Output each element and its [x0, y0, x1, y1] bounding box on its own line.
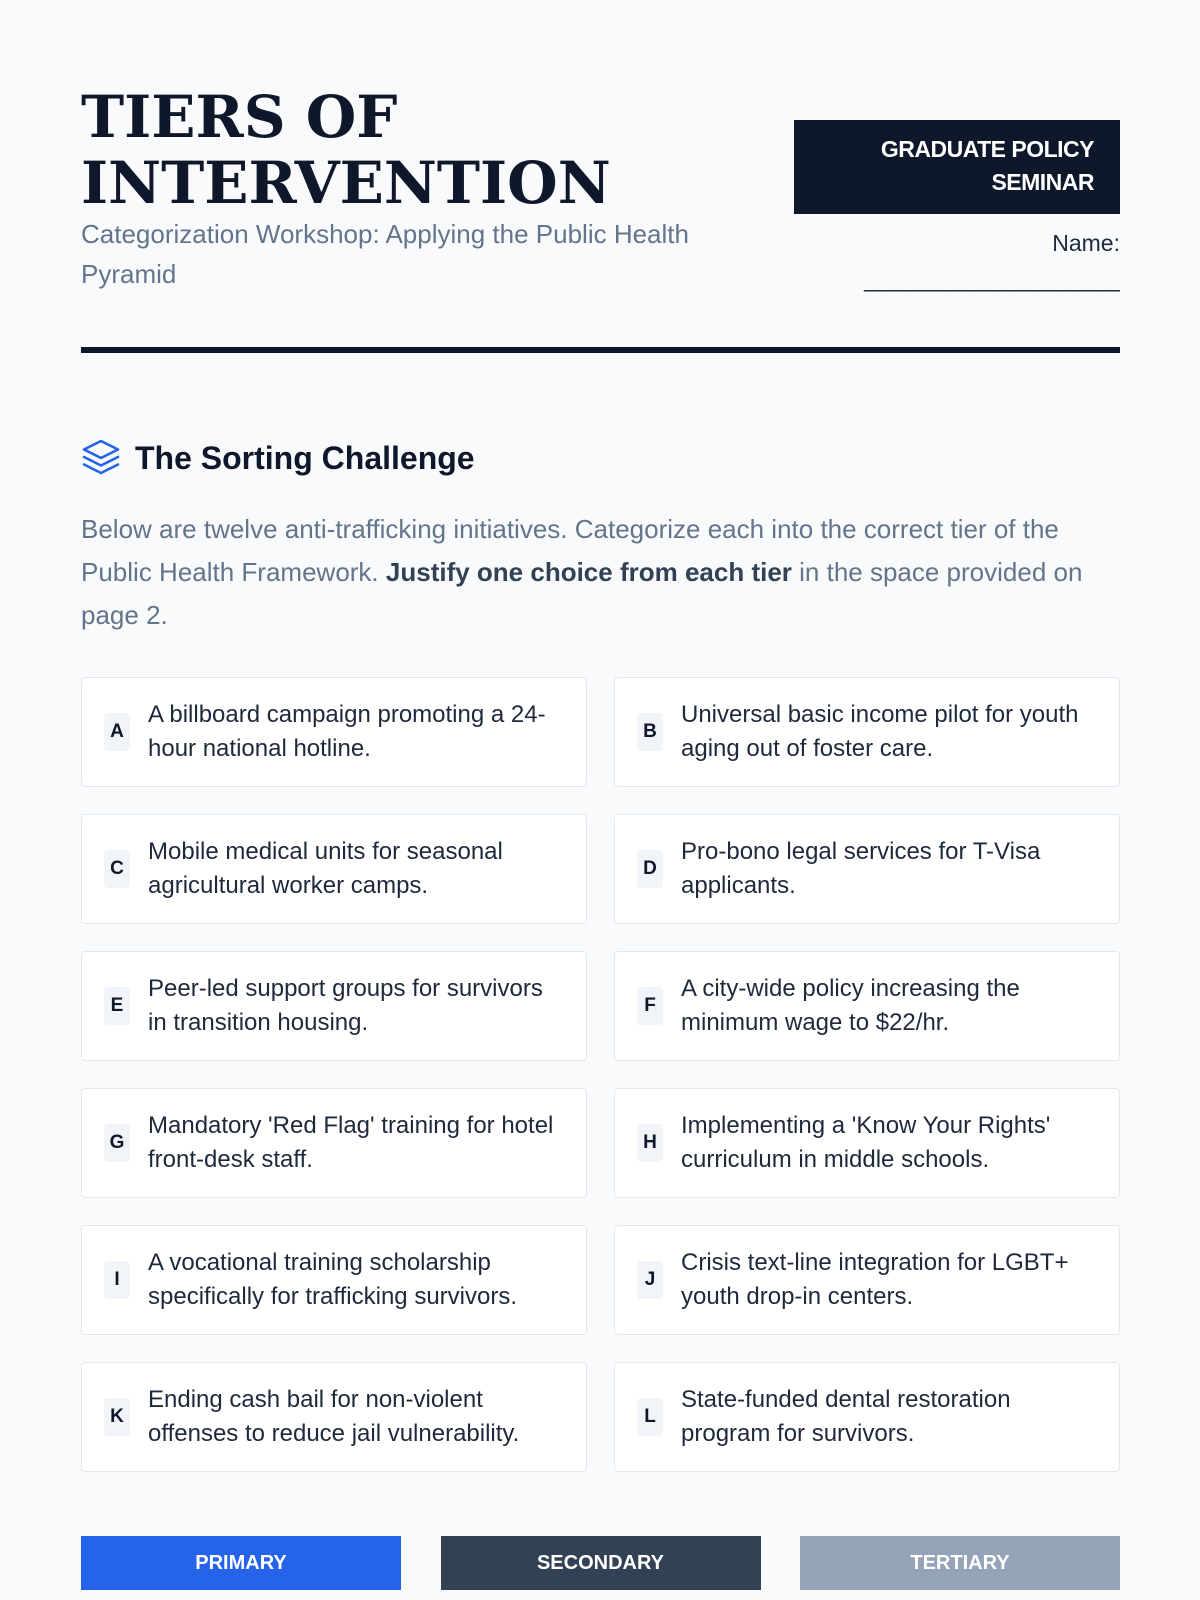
card-text: A city-wide policy increasing the minimum wage to $22/hr. — [681, 975, 1020, 1036]
card-letter-badge: G — [104, 1124, 130, 1162]
initiative-card-f[interactable] — [614, 951, 1120, 1061]
instructions-text-end: in the space provided on page 2. — [81, 557, 1083, 630]
page-header — [81, 0, 1120, 360]
card-letter-badge: B — [637, 713, 663, 751]
page-title-line-1: TIERS OF — [81, 83, 398, 151]
card-text: State-funded dental restoration program for survivors. — [681, 1386, 1011, 1447]
card-letter-badge: A — [104, 713, 130, 751]
worksheet-page — [81, 0, 1120, 1600]
section-title: The Sorting Challenge — [135, 440, 475, 476]
card-text: Implementing a 'Know Your Rights' curriculum in middle schools. — [681, 1112, 1051, 1173]
card-letter-badge: I — [104, 1261, 130, 1299]
card-text: Pro-bono legal services for T-Visa applicants. — [681, 838, 1041, 899]
instructions-emphasis: Justify one choice from each tier — [385, 557, 792, 587]
tier-primary-button[interactable]: PRIMARY — [81, 1536, 401, 1590]
initiative-card-k[interactable] — [81, 1362, 587, 1472]
seminar-badge — [794, 120, 1120, 214]
seminar-badge-line-1: GRADUATE POLICY — [880, 136, 1094, 162]
initiative-card-j[interactable] — [614, 1225, 1120, 1335]
layers-icon — [81, 437, 121, 477]
initiative-card-h[interactable] — [614, 1088, 1120, 1198]
header-divider — [81, 347, 1120, 353]
card-text: Peer-led support groups for survivors in transition housing. — [148, 975, 543, 1036]
seminar-badge-line-2: SEMINAR — [991, 169, 1094, 195]
initiative-card-a[interactable] — [81, 677, 587, 787]
tier-buttons — [81, 1536, 1120, 1590]
card-letter-badge: J — [637, 1261, 663, 1299]
initiative-card-i[interactable] — [81, 1225, 587, 1335]
card-letter-badge: C — [104, 850, 130, 888]
card-letter-badge: D — [637, 850, 663, 888]
card-text: A vocational training scholarship specifically for trafficking survivors. — [148, 1249, 517, 1310]
section-header — [81, 436, 781, 480]
page-title — [81, 84, 781, 216]
initiative-card-b[interactable] — [614, 677, 1120, 787]
card-text: Mobile medical units for seasonal agricultural worker camps. — [148, 838, 503, 899]
initiative-card-d[interactable] — [614, 814, 1120, 924]
card-text: A billboard campaign promoting a 24-hour national hotline. — [148, 701, 546, 762]
tier-tertiary-button[interactable]: TERTIARY — [800, 1536, 1120, 1590]
name-blank: ____________________ — [864, 266, 1120, 292]
page-title-line-2: INTERVENTION — [81, 149, 611, 217]
instructions-paragraph — [81, 508, 1120, 637]
card-text: Crisis text-line integration for LGBT+ youth drop-in centers. — [681, 1249, 1069, 1310]
card-letter-badge: L — [637, 1398, 663, 1436]
card-text: Mandatory 'Red Flag' training for hotel front-desk staff. — [148, 1112, 554, 1173]
card-text: Universal basic income pilot for youth aging out of foster care. — [681, 701, 1079, 762]
page-subtitle: Categorization Workshop: Applying the Public Health Pyramid — [81, 219, 689, 289]
card-letter-badge: H — [637, 1124, 663, 1162]
initiative-card-g[interactable] — [81, 1088, 587, 1198]
initiative-card-c[interactable] — [81, 814, 587, 924]
card-text: Ending cash bail for non-violent offenses to reduce jail vulnerability. — [148, 1386, 520, 1447]
initiative-card-l[interactable] — [614, 1362, 1120, 1472]
card-letter-badge: K — [104, 1398, 130, 1436]
name-label: Name: — [1052, 230, 1120, 256]
tier-secondary-button[interactable]: SECONDARY — [441, 1536, 761, 1590]
card-letter-badge: E — [104, 987, 130, 1025]
initiative-card-e[interactable] — [81, 951, 587, 1061]
instructions-text-start: Below are twelve anti-trafficking initiatives. Categorize each into the correct tier of the Public Health Framework. — [81, 514, 1059, 587]
card-letter-badge: F — [637, 987, 663, 1025]
